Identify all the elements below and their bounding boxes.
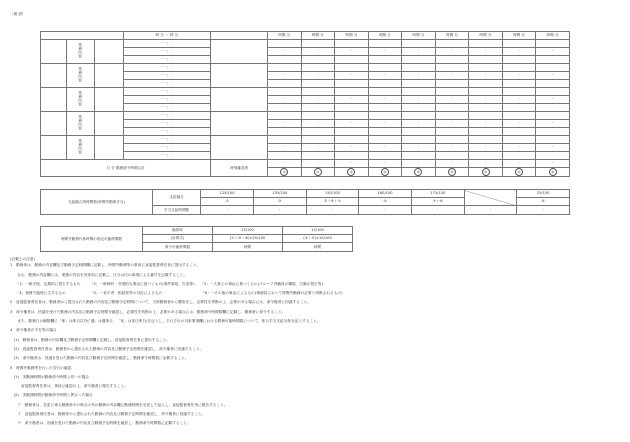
circled-number [435, 168, 469, 177]
time-range-cell[interactable]: ・ 〜 ・ [123, 112, 211, 120]
hours-cell[interactable] [368, 80, 402, 88]
block-label: 業務内容 [78, 43, 83, 59]
hours-cell[interactable]: ・ [536, 144, 570, 152]
hours-cell[interactable] [335, 80, 369, 88]
header-col: 時間 分 [536, 32, 570, 40]
hours-cell[interactable]: ・ [368, 120, 402, 128]
hours-cell[interactable] [402, 80, 436, 88]
formula-b: (③＋⑤)×15/100 [283, 235, 353, 243]
block-cell [41, 112, 67, 136]
hours-cell[interactable] [368, 56, 402, 64]
block-label: 業務内容 [78, 115, 83, 131]
conversion-label: 換算率 [143, 227, 213, 235]
note-line: (3) 命令権者は、回議を受けた勤務の内容及び勤務予定時間を確認し、勤務命令時間数に記載すること。 [10, 356, 189, 361]
header-blank2 [211, 32, 268, 40]
note-line: ウ 命令権者は、回議を受けた勤務の内容及び勤務予定時間を確認し、勤務命令時間数に記載すること。 [10, 421, 191, 426]
hours-cell[interactable] [268, 104, 302, 112]
hours-cell[interactable]: ・ [402, 120, 436, 128]
time-range-cell[interactable]: ・ 〜 ・ [123, 48, 211, 56]
hours-cell[interactable]: ・ [335, 144, 369, 152]
time-range-cell[interactable]: ・ 〜 ・ [123, 128, 211, 136]
hours-cell[interactable]: ・ [536, 120, 570, 128]
rate-cell: 150/100 [306, 190, 359, 198]
rate-cell: 160/100 [359, 190, 412, 198]
hours-cell[interactable] [335, 152, 369, 160]
hours-cell[interactable] [536, 88, 570, 96]
hours-cell[interactable] [335, 40, 369, 48]
header-col: 時間 分 [402, 32, 436, 40]
hours-cell[interactable]: ・ [502, 48, 536, 56]
hours-cell[interactable] [469, 56, 503, 64]
hours-cell[interactable] [536, 136, 570, 144]
leave-row-label: 時間外勤務代休時間の指定可能時間数 [41, 227, 143, 252]
note-line: 「4」業務で臨時に生ずるもの 「5」一来庁者・相談者等の対応によるもの 「6」一その他の事由によるもの(事務局において時間外勤務の必要と判断されるもの) [10, 291, 343, 296]
header-col: 時間 分 [368, 32, 402, 40]
unit-a[interactable]: 時間 [213, 243, 283, 252]
note-line: また、勤務日の種類欄に「休」は休日以外(「週」は週休日、「祝」は祝日休日)を記入し、それぞれの対象事項欄における勤務可能時間数について、休日手当支給対象を記入すること。 [10, 319, 321, 323]
formula-cell: ③ [253, 198, 306, 206]
hours-cell[interactable] [502, 56, 536, 64]
hours-cell[interactable] [435, 40, 469, 48]
hours-cell[interactable] [536, 152, 570, 160]
hours-cell[interactable] [402, 40, 436, 48]
hours-cell[interactable]: ・ [402, 72, 436, 80]
total-cell[interactable]: ・ [536, 160, 570, 168]
hours-cell[interactable] [536, 80, 570, 88]
formula-cell: ④ [359, 198, 412, 206]
time-range-cell[interactable]: ・ 〜 ・ [123, 40, 211, 48]
formula-cell: ②＋⑥＋⑦ [306, 198, 359, 206]
hours-cell[interactable] [469, 136, 503, 144]
hours-cell[interactable] [301, 40, 335, 48]
hours-cell[interactable] [502, 104, 536, 112]
time-range-cell[interactable]: ・ 〜 ・ [123, 88, 211, 96]
block-label: 業務内容 [78, 91, 83, 107]
total-cell[interactable]: ・ [435, 160, 469, 168]
hours-cell[interactable] [301, 80, 335, 88]
hours-cell[interactable]: ・ [435, 144, 469, 152]
hours-cell[interactable] [402, 64, 436, 72]
block-cell [41, 136, 67, 160]
hours-cell[interactable] [502, 112, 536, 120]
hours-cell[interactable] [402, 152, 436, 160]
header-time: 時 分 〜 時 分 [123, 32, 211, 40]
unit-b[interactable]: 時間 [283, 243, 353, 252]
hours-cell[interactable] [435, 88, 469, 96]
hours-cell[interactable] [402, 136, 436, 144]
hours-cell[interactable] [435, 136, 469, 144]
hours-cell[interactable] [435, 56, 469, 64]
hours-cell[interactable]: ・ [502, 96, 536, 104]
note-line: 5 時間外勤務等を行った翌日の確認 [10, 365, 72, 370]
total-cell[interactable]: ・ [268, 160, 302, 168]
possible-hours-label: 命令可能時間数 [143, 243, 213, 252]
hours-cell[interactable] [301, 152, 335, 160]
hours-cell[interactable]: ・ [469, 48, 503, 56]
paid-hours-cell[interactable]: ・ [464, 206, 517, 215]
hours-cell[interactable] [502, 88, 536, 96]
circled-number-mark: ⑧ [515, 168, 523, 176]
hours-cell[interactable] [268, 136, 302, 144]
note-line: イ 直接監督責任者は、勤務者から提出された勤務の内容及び勤務予定時間を確認し、命令権者に回議すること。 [10, 412, 206, 416]
block-label-cell [66, 112, 94, 136]
circled-number [402, 168, 436, 177]
time-range-cell[interactable]: ・ 〜 ・ [123, 136, 211, 144]
hours-cell[interactable] [268, 64, 302, 72]
hours-cell[interactable] [368, 152, 402, 160]
allowance-row-label: 支給割合別時間数(時間外勤務手当) [41, 190, 153, 215]
hours-cell[interactable]: ・ [268, 72, 302, 80]
hours-cell[interactable] [435, 112, 469, 120]
paid-hours-cell[interactable]: ・ [517, 206, 570, 215]
hours-cell[interactable] [502, 40, 536, 48]
hours-cell[interactable] [402, 112, 436, 120]
total-cell[interactable]: ・ [301, 160, 335, 168]
hours-cell[interactable] [335, 64, 369, 72]
hours-cell[interactable] [435, 152, 469, 160]
hours-cell[interactable] [268, 112, 302, 120]
header-col: 時間 分 [502, 32, 536, 40]
formula-label: (計算式) [143, 235, 213, 243]
block-cell [41, 64, 67, 88]
hours-cell[interactable]: ・ [469, 72, 503, 80]
rate-cell: 25/100 [517, 190, 570, 198]
hours-cell[interactable]: ・ [368, 144, 402, 152]
hours-cell[interactable] [469, 152, 503, 160]
hours-cell[interactable] [536, 40, 570, 48]
compensatory-leave-table [40, 226, 353, 252]
hours-cell[interactable]: ・ [368, 96, 402, 104]
hours-cell[interactable]: ・ [268, 144, 302, 152]
hours-cell[interactable]: ・ [435, 48, 469, 56]
hours-cell[interactable]: ・ [268, 96, 302, 104]
hours-cell[interactable]: ・ [502, 72, 536, 80]
note-line: 「1」一般手続、定期的に発生するもの 「2」一般時的・突発的な事由に基づくもの(事件事故、災害等) 「3」一人事上の事由に基づくもの(グループ内職員の離脱、欠勤の発生等) [10, 281, 323, 286]
hours-cell[interactable]: ・ [402, 96, 436, 104]
hours-cell[interactable] [301, 136, 335, 144]
formula-a: (①＋③＋⑧)×25/100 [213, 235, 283, 243]
paid-hours-cell[interactable]: ・ [306, 206, 359, 215]
hours-cell[interactable] [502, 80, 536, 88]
hours-cell[interactable] [268, 56, 302, 64]
hours-cell[interactable] [301, 112, 335, 120]
header-col: 時間 分 [335, 32, 369, 40]
circled-number [502, 168, 536, 177]
hours-cell[interactable]: ・ [536, 96, 570, 104]
hours-cell[interactable]: ・ [301, 48, 335, 56]
hours-cell[interactable]: ・ [335, 120, 369, 128]
block-blank [95, 64, 123, 88]
hours-cell[interactable] [301, 56, 335, 64]
hours-cell[interactable] [402, 56, 436, 64]
circled-number [335, 168, 369, 177]
note-line: (2) 直接監督責任者は、勤務者から提出された勤務の内容及び勤務予定時間を確認し、命令権者に回議すること。 [10, 346, 204, 351]
hours-cell[interactable]: ・ [502, 144, 536, 152]
hours-cell[interactable] [268, 40, 302, 48]
hours-cell[interactable] [335, 104, 369, 112]
hours-cell[interactable] [536, 64, 570, 72]
hours-cell[interactable]: ・ [536, 48, 570, 56]
circled-number-mark: ④ [381, 168, 389, 176]
header-col: 時間 分 [435, 32, 469, 40]
hours-cell[interactable] [502, 152, 536, 160]
header-col: 時間 分 [268, 32, 302, 40]
confirm-cell[interactable] [211, 112, 268, 136]
hours-cell[interactable]: ・ [335, 96, 369, 104]
time-range-cell[interactable]: ・ 〜 ・ [123, 56, 211, 64]
hours-cell[interactable] [435, 128, 469, 136]
note-line: (2) 実勤務時間が勤務命令時間と異なった場合 [10, 393, 93, 398]
time-range-cell[interactable]: ・ 〜 ・ [123, 96, 211, 104]
hours-cell[interactable] [402, 128, 436, 136]
confirm-cell[interactable] [211, 136, 268, 160]
time-range-cell[interactable]: ・ 〜 ・ [123, 152, 211, 160]
note-line: 直接監督責任者は、事前に確認の上、命令権者に報告すること。 [10, 384, 128, 389]
circled-number-mark: ③ [347, 168, 355, 176]
note-line: (1) 勤務者は、勤務の内容欄及び勤務予定時間欄に記載し、直接監督責任者に提出すること。 [10, 337, 171, 342]
hours-cell[interactable] [268, 80, 302, 88]
rate-b: 15/100 [283, 227, 353, 235]
hours-cell[interactable] [368, 40, 402, 48]
rate-a: 25/100 [213, 227, 283, 235]
hours-cell[interactable] [435, 64, 469, 72]
hours-cell[interactable]: ・ [435, 120, 469, 128]
header-blank [41, 32, 124, 40]
circled-number-mark: ② [314, 168, 322, 176]
confirm-cell[interactable] [211, 88, 268, 112]
confirm-cell[interactable] [211, 64, 268, 88]
hours-cell[interactable] [469, 112, 503, 120]
hours-cell[interactable] [368, 112, 402, 120]
hours-cell[interactable] [536, 56, 570, 64]
block-label: 業務内容 [78, 67, 83, 83]
block-label-cell [66, 64, 94, 88]
paid-hours-cell[interactable]: ・ [253, 206, 306, 215]
hours-cell[interactable]: ・ [536, 72, 570, 80]
note-line: 3 命令権者は、回議を受けた勤務の内容及び勤務予定時間を確認し、必要性を判断の上、必要がある場合には、勤務命令時間数欄に記載し、勤務者に命令すること。 [10, 309, 286, 314]
hours-cell[interactable]: ・ [268, 48, 302, 56]
hours-cell[interactable]: ・ [469, 96, 503, 104]
paid-hours-label: 手当支給時間数 [152, 206, 200, 215]
total-cell[interactable]: ・ [335, 160, 369, 168]
hours-cell[interactable] [268, 128, 302, 136]
hours-cell[interactable] [335, 88, 369, 96]
hours-cell[interactable] [469, 88, 503, 96]
rate-cell: 125/100 [201, 190, 254, 198]
circled-number-mark: ⑥ [448, 168, 456, 176]
page-side-label: （裏 面） [10, 12, 26, 16]
hours-cell[interactable] [301, 128, 335, 136]
hours-cell[interactable] [335, 128, 369, 136]
total-label: 月 分 勤務命令時間合計 [41, 160, 211, 177]
block-blank [95, 112, 123, 136]
circled-number [268, 168, 302, 177]
formula-cell: ⑦＋⑧ [411, 198, 464, 206]
hours-cell[interactable] [301, 88, 335, 96]
hours-cell[interactable] [469, 80, 503, 88]
note-line: (1) 実勤務時間が勤務命令時間と同一の場合 [10, 374, 89, 379]
circled-number-mark: ⑤ [414, 168, 422, 176]
note-line: 2 直接監督責任者は、勤務者から提出された勤務の内容及び勤務予定時間について、当該勤務者から聴取をし、必要性を判断の上、必要がある場合には、命令権者に回議すること。 [10, 300, 311, 305]
circled-number-mark: ⑨ [549, 168, 557, 176]
hours-cell[interactable] [268, 152, 302, 160]
hours-cell[interactable] [368, 104, 402, 112]
hours-cell[interactable] [335, 136, 369, 144]
hours-cell[interactable] [402, 88, 436, 96]
time-range-cell[interactable]: ・ 〜 ・ [123, 80, 211, 88]
block-blank [95, 136, 123, 160]
time-entry-table [40, 31, 570, 177]
hours-cell[interactable] [268, 88, 302, 96]
hours-cell[interactable] [469, 64, 503, 72]
block-blank [95, 40, 123, 64]
block-blank [95, 88, 123, 112]
block-cell [41, 40, 67, 64]
hours-cell[interactable] [536, 112, 570, 120]
note-line: 4 命令権者が不在等の場合 [10, 328, 57, 333]
formula-cell: ⑤ [517, 198, 570, 206]
time-range-cell[interactable]: ・ 〜 ・ [123, 104, 211, 112]
hours-cell[interactable]: ・ [268, 120, 302, 128]
confirm-cell[interactable] [211, 40, 268, 64]
hours-cell[interactable] [335, 112, 369, 120]
hours-cell[interactable] [435, 104, 469, 112]
diagonal-cell [464, 190, 517, 206]
hours-cell[interactable] [469, 40, 503, 48]
hours-cell[interactable] [435, 80, 469, 88]
hours-cell[interactable]: ・ [368, 48, 402, 56]
hours-cell[interactable]: ・ [301, 120, 335, 128]
time-checker-label: 時刻確認者 [211, 160, 268, 177]
note-line: ア 勤務者は、変更に係る勤務命令の時点の実の勤務の内容欄に勤務時間を変更して起入し、直接監督責任者に報告すること。 [10, 402, 228, 407]
hours-cell[interactable]: ・ [502, 120, 536, 128]
time-range-cell[interactable]: ・ 〜 ・ [123, 64, 211, 72]
hours-cell[interactable] [502, 128, 536, 136]
hours-cell[interactable] [469, 128, 503, 136]
hours-cell[interactable]: ・ [301, 72, 335, 80]
hours-cell[interactable] [502, 136, 536, 144]
hours-cell[interactable] [301, 104, 335, 112]
hours-cell[interactable] [301, 64, 335, 72]
hours-cell[interactable] [368, 128, 402, 136]
circled-number [368, 168, 402, 177]
hours-cell[interactable]: ・ [301, 144, 335, 152]
total-cell[interactable]: ・ [368, 160, 402, 168]
circled-number [536, 168, 570, 177]
allowance-rate-table [40, 189, 570, 215]
block-label-cell [66, 40, 94, 64]
hours-cell[interactable] [368, 64, 402, 72]
hours-cell[interactable]: ・ [435, 72, 469, 80]
circled-number-mark: ⑦ [482, 168, 490, 176]
block-label: 業務内容 [78, 139, 83, 155]
circled-number-mark: ① [280, 168, 288, 176]
rate-cell: 175/100 [411, 190, 464, 198]
formula-cell: ① [201, 198, 254, 206]
hours-cell[interactable]: ・ [469, 144, 503, 152]
time-range-cell[interactable]: ・ 〜 ・ [123, 120, 211, 128]
hours-cell[interactable] [502, 64, 536, 72]
hours-cell[interactable]: ・ [335, 72, 369, 80]
header-col: 時間 分 [469, 32, 503, 40]
circled-number [301, 168, 335, 177]
block-label-cell [66, 88, 94, 112]
rate-label: 支給割合 [152, 190, 200, 206]
block-cell [41, 88, 67, 112]
hours-cell[interactable]: ・ [335, 48, 369, 56]
note-line: 1 勤務者は、勤務の内容欄及び勤務予定時間欄に記載し、時間外勤務等の事前に直接監督責任者に提出すること。 [10, 263, 201, 268]
hours-cell[interactable] [402, 104, 436, 112]
time-range-cell[interactable]: ・ 〜 ・ [123, 72, 211, 80]
time-range-cell[interactable]: ・ 〜 ・ [123, 144, 211, 152]
hours-cell[interactable]: ・ [435, 96, 469, 104]
hours-cell[interactable]: ・ [402, 48, 436, 56]
paid-hours-cell[interactable]: ・ [411, 206, 464, 215]
total-cell[interactable]: ・ [502, 160, 536, 168]
rate-cell: 135/100 [253, 190, 306, 198]
hours-cell[interactable] [536, 104, 570, 112]
header-col: 時間 分 [301, 32, 335, 40]
hours-cell[interactable] [469, 104, 503, 112]
hours-cell[interactable]: ・ [368, 72, 402, 80]
note-line: なお、勤務の内容欄には、業務の内容を具体的に記載し、区分は次の事項による番号を記載すること。 [10, 272, 187, 277]
paid-hours-cell[interactable]: ・ [201, 206, 254, 215]
total-cell[interactable]: ・ [402, 160, 436, 168]
hours-cell[interactable]: ・ [469, 120, 503, 128]
hours-cell[interactable] [536, 128, 570, 136]
hours-cell[interactable] [368, 88, 402, 96]
block-label-cell [66, 136, 94, 160]
hours-cell[interactable] [368, 136, 402, 144]
total-cell[interactable]: ・ [469, 160, 503, 168]
paid-hours-cell[interactable]: ・ [359, 206, 412, 215]
note-line: (記載上の注意) [10, 257, 36, 261]
hours-cell[interactable] [335, 56, 369, 64]
hours-cell[interactable]: ・ [301, 96, 335, 104]
circled-number [469, 168, 503, 177]
hours-cell[interactable]: ・ [402, 144, 436, 152]
